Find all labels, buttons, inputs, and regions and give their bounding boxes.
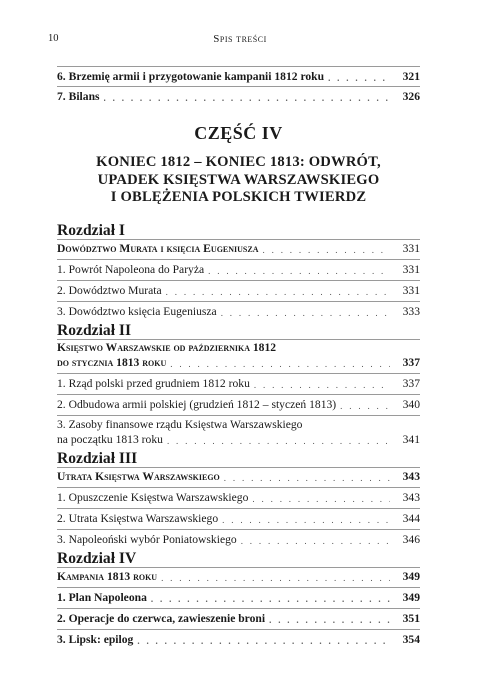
leader-dots xyxy=(241,535,390,547)
chapter-heading: Rozdział II xyxy=(57,321,132,339)
leader-dots xyxy=(208,265,390,277)
leader-dots xyxy=(104,92,390,104)
toc-entry-label: 1. Rząd polski przed grudniem 1812 roku xyxy=(57,376,250,390)
toc-entry-label: 1. Opuszczenie Księstwa Warszawskiego xyxy=(57,490,249,504)
chapter-title: Utrata Księstwa Warszawskiego xyxy=(57,469,220,483)
chapter-heading: Rozdział III xyxy=(57,449,138,467)
toc-page-number: 343 xyxy=(402,469,420,483)
table-of-contents xyxy=(57,66,420,647)
leader-dots xyxy=(170,358,390,370)
leader-dots xyxy=(221,307,390,319)
toc-entry-label: 7. Bilans xyxy=(57,90,100,103)
leader-dots xyxy=(328,72,390,84)
toc-page-number: 341 xyxy=(402,432,420,446)
chapter-title: Dowództwo Murata i księcia Eugeniusza xyxy=(57,241,259,255)
running-header xyxy=(48,33,432,47)
leader-dots xyxy=(263,244,391,256)
leader-dots xyxy=(224,472,390,484)
chapter-heading: Rozdział IV xyxy=(57,549,137,567)
toc-page-number: 331 xyxy=(402,283,420,297)
toc-entry-label: 2. Odbudowa armii polskiej (grudzień 1812 – styczeń 1813) xyxy=(57,397,337,411)
leader-dots xyxy=(151,593,390,605)
toc-entry-label: na początku 1813 roku xyxy=(57,432,163,446)
toc-entry[interactable] xyxy=(57,508,420,526)
toc-page-number: 326 xyxy=(402,90,420,103)
toc-entry-label: 3. Lipsk: epilog xyxy=(57,632,134,646)
chapter-title-entry[interactable] xyxy=(57,239,420,256)
toc-entry-label: 2. Utrata Księstwa Warszawskiego xyxy=(57,511,219,525)
toc-entry-label-line: 3. Zasoby finansowe rządu Księstwa Warszawskiego xyxy=(57,415,420,432)
toc-entry[interactable] xyxy=(57,587,420,605)
leader-dots xyxy=(340,400,390,412)
toc-page-number: 346 xyxy=(402,532,420,546)
toc-page-number: 337 xyxy=(402,355,420,369)
toc-page-number: 340 xyxy=(402,397,420,411)
chapter-title-entry[interactable] xyxy=(57,355,420,370)
part-title xyxy=(57,154,420,207)
toc-page-number: 349 xyxy=(402,590,420,604)
page-number: 10 xyxy=(48,33,59,44)
chapter-title-line: Księstwo Warszawskie od października 1812 xyxy=(57,339,420,355)
leader-dots xyxy=(269,614,390,626)
toc-entry[interactable] xyxy=(57,529,420,547)
leader-dots xyxy=(254,379,390,391)
chapter-title: Kampania 1813 roku xyxy=(57,569,158,583)
toc-page-number: 343 xyxy=(402,490,420,504)
toc-page-number: 331 xyxy=(402,241,420,255)
part-title-line: UPADEK KSIĘSTWA WARSZAWSKIEGO xyxy=(97,171,380,188)
toc-entry[interactable] xyxy=(57,86,420,104)
toc-entry[interactable] xyxy=(57,259,420,277)
running-title: Spis treści xyxy=(213,33,267,45)
toc-entry-label: 2. Dowództwo Murata xyxy=(57,283,162,297)
toc-page-number: 344 xyxy=(402,511,420,525)
chapter-title-entry[interactable] xyxy=(57,567,420,584)
leader-dots xyxy=(222,514,390,526)
part-heading: CZĘŚĆ IV xyxy=(194,123,283,143)
toc-page-number: 333 xyxy=(402,304,420,318)
toc-entry[interactable] xyxy=(57,373,420,391)
toc-entry[interactable] xyxy=(57,432,420,447)
toc-entry-label: 1. Plan Napoleona xyxy=(57,590,147,604)
part-title-line: KONIEC 1812 – KONIEC 1813: ODWRÓT, xyxy=(96,154,381,170)
toc-page-number: 354 xyxy=(402,632,420,646)
toc-entry-label: 1. Powrót Napoleona do Paryża xyxy=(57,262,205,276)
toc-entry[interactable] xyxy=(57,629,420,647)
leader-dots xyxy=(166,286,390,298)
toc-entry[interactable] xyxy=(57,301,420,319)
chapter-heading: Rozdział I xyxy=(57,221,126,239)
toc-entry[interactable] xyxy=(57,280,420,298)
chapter-title-entry[interactable] xyxy=(57,467,420,484)
toc-page-number: 331 xyxy=(402,262,420,276)
leader-dots xyxy=(137,635,390,647)
toc-entry-label: 6. Brzemię armii i przygotowanie kampanii 1812 roku xyxy=(57,70,325,83)
leader-dots xyxy=(161,572,390,584)
leader-dots xyxy=(167,435,390,447)
toc-entry[interactable] xyxy=(57,394,420,412)
toc-page-number: 349 xyxy=(402,569,420,583)
leader-dots xyxy=(252,493,390,505)
toc-entry-label: 3. Dowództwo księcia Eugeniusza xyxy=(57,304,217,318)
toc-page-number: 321 xyxy=(402,70,420,83)
toc-entry-label: 3. Napoleoński wybór Poniatowskiego xyxy=(57,532,237,546)
toc-page-number: 351 xyxy=(402,611,420,625)
toc-entry[interactable] xyxy=(57,608,420,626)
toc-entry-label: 2. Operacje do czerwca, zawieszenie broni xyxy=(57,611,266,625)
part-title-line: I OBLĘŻENIA POLSKICH TWIERDZ xyxy=(110,189,367,205)
toc-page-number: 337 xyxy=(402,376,420,390)
toc-entry[interactable] xyxy=(57,487,420,505)
toc-entry[interactable] xyxy=(57,66,420,84)
chapter-title: do stycznia 1813 roku xyxy=(57,355,167,369)
